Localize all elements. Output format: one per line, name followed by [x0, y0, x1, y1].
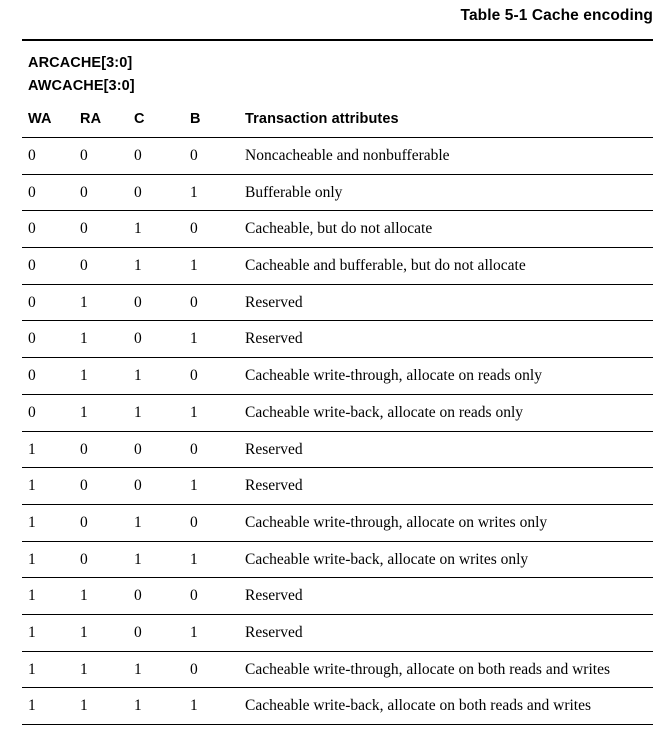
table-cell-ra: 0: [80, 183, 88, 201]
table-cell-c: 1: [134, 220, 142, 238]
table-cell-ra: 1: [80, 367, 88, 385]
table-cell-attr: Cacheable, but do not allocate: [245, 220, 433, 238]
table-cell-c: 1: [134, 513, 142, 531]
table-cell-attr: Cacheable write-through, allocate on reads only: [245, 367, 542, 385]
table-cell-b: 0: [190, 587, 198, 605]
table-cell-ra: 0: [80, 257, 88, 275]
table-cell-c: 1: [134, 403, 142, 421]
table-cell-ra: 0: [80, 550, 88, 568]
column-header-b: B: [190, 111, 201, 127]
table-row: [22, 138, 653, 174]
table-row: [22, 358, 653, 394]
table-row: [22, 321, 653, 357]
table-cell-c: 1: [134, 550, 142, 568]
table-row: [22, 615, 653, 651]
table-cell-c: 0: [134, 183, 142, 201]
table-row: [22, 248, 653, 284]
table-cell-attr: Cacheable and bufferable, but do not allocate: [245, 257, 526, 275]
table-cell-b: 1: [190, 697, 198, 715]
table-cell-c: 0: [134, 293, 142, 311]
table-row: [22, 285, 653, 321]
table-row: [22, 542, 653, 578]
table-cell-wa: 0: [28, 257, 36, 275]
table-cell-c: 0: [134, 330, 142, 348]
table-cell-attr: Reserved: [245, 330, 303, 348]
table-cell-b: 0: [190, 147, 198, 164]
table-row: [22, 211, 653, 247]
table-cell-b: 1: [190, 550, 198, 568]
table-cell-attr: Reserved: [245, 623, 303, 641]
table-column-header-row: [22, 104, 653, 137]
column-header-ra: RA: [80, 111, 102, 127]
table-cell-wa: 1: [28, 587, 36, 605]
cache-encoding-table: [22, 39, 653, 725]
table-cell-ra: 0: [80, 513, 88, 531]
table-cell-b: 0: [190, 660, 198, 678]
table-cell-wa: 1: [28, 440, 36, 458]
table-cell-ra: 0: [80, 440, 88, 458]
table-cell-c: 0: [134, 623, 142, 641]
column-header-wa: WA: [28, 111, 52, 127]
table-cell-ra: 0: [80, 147, 88, 164]
table-cell-b: 1: [190, 623, 198, 641]
table-row: [22, 395, 653, 431]
signal-name-arcache: ARCACHE[3:0]: [28, 55, 133, 71]
table-cell-c: 1: [134, 660, 142, 678]
table-cell-b: 1: [190, 330, 198, 348]
table-cell-wa: 0: [28, 147, 36, 164]
table-cell-b: 0: [190, 367, 198, 385]
table-row: [22, 652, 653, 688]
table-bottom-rule: [22, 724, 653, 725]
table-cell-wa: 0: [28, 220, 36, 238]
table-cell-attr: Reserved: [245, 587, 303, 605]
table-row: [22, 468, 653, 504]
table-cell-ra: 1: [80, 403, 88, 421]
table-cell-c: 1: [134, 697, 142, 715]
table-cell-attr: Cacheable write-back, allocate on reads only: [245, 403, 524, 421]
table-cell-b: 0: [190, 293, 198, 311]
table-cell-wa: 1: [28, 660, 36, 678]
table-cell-c: 1: [134, 367, 142, 385]
table-cell-c: 0: [134, 477, 142, 495]
table-cell-wa: 1: [28, 697, 36, 715]
table-cell-wa: 0: [28, 367, 36, 385]
table-cell-attr: Cacheable write-back, allocate on both reads and writes: [245, 697, 592, 715]
signal-name-awcache: AWCACHE[3:0]: [28, 77, 135, 94]
table-cell-wa: 1: [28, 513, 36, 531]
table-cell-ra: 1: [80, 660, 88, 678]
table-caption: Table 5-1 Cache encoding: [460, 7, 653, 24]
table-cell-wa: 1: [28, 550, 36, 568]
column-header-c: C: [134, 111, 145, 127]
table-cell-b: 1: [190, 183, 198, 201]
table-cell-b: 1: [190, 477, 198, 495]
table-cell-wa: 0: [28, 330, 36, 348]
table-cell-attr: Cacheable write-back, allocate on writes only: [245, 550, 529, 568]
table-cell-attr: Reserved: [245, 477, 303, 495]
table-row: [22, 175, 653, 211]
table-row: [22, 432, 653, 468]
table-cell-b: 1: [190, 403, 198, 421]
table-cell-ra: 1: [80, 293, 88, 311]
table-cell-wa: 1: [28, 477, 36, 495]
table-cell-b: 0: [190, 220, 198, 238]
table-cell-wa: 1: [28, 623, 36, 641]
table-cell-ra: 1: [80, 587, 88, 605]
table-cell-b: 1: [190, 257, 198, 275]
signal-name-block: [22, 41, 653, 104]
table-cell-attr: Cacheable write-through, allocate on writes only: [245, 513, 548, 531]
table-cell-attr: Cacheable write-through, allocate on both reads and writes: [245, 660, 610, 678]
table-cell-wa: 0: [28, 293, 36, 311]
table-row: [22, 578, 653, 614]
table-cell-attr: Bufferable only: [245, 183, 343, 201]
table-cell-b: 0: [190, 513, 198, 531]
table-row: [22, 688, 653, 724]
table-cell-c: 0: [134, 440, 142, 458]
table-cell-ra: 0: [80, 477, 88, 495]
table-cell-ra: 1: [80, 697, 88, 715]
table-cell-attr: Noncacheable and nonbufferable: [245, 147, 450, 164]
table-cell-c: 1: [134, 257, 142, 275]
table-body: [22, 137, 653, 725]
table-cell-c: 0: [134, 587, 142, 605]
table-cell-wa: 0: [28, 183, 36, 201]
table-cell-wa: 0: [28, 403, 36, 421]
table-cell-b: 0: [190, 440, 198, 458]
table-cell-ra: 1: [80, 623, 88, 641]
table-row: [22, 505, 653, 541]
table-cell-ra: 0: [80, 220, 88, 238]
table-cell-c: 0: [134, 147, 142, 164]
column-header-transaction-attributes: Transaction attributes: [245, 111, 399, 127]
table-cell-attr: Reserved: [245, 440, 303, 458]
table-cell-attr: Reserved: [245, 293, 303, 311]
table-cell-ra: 1: [80, 330, 88, 348]
